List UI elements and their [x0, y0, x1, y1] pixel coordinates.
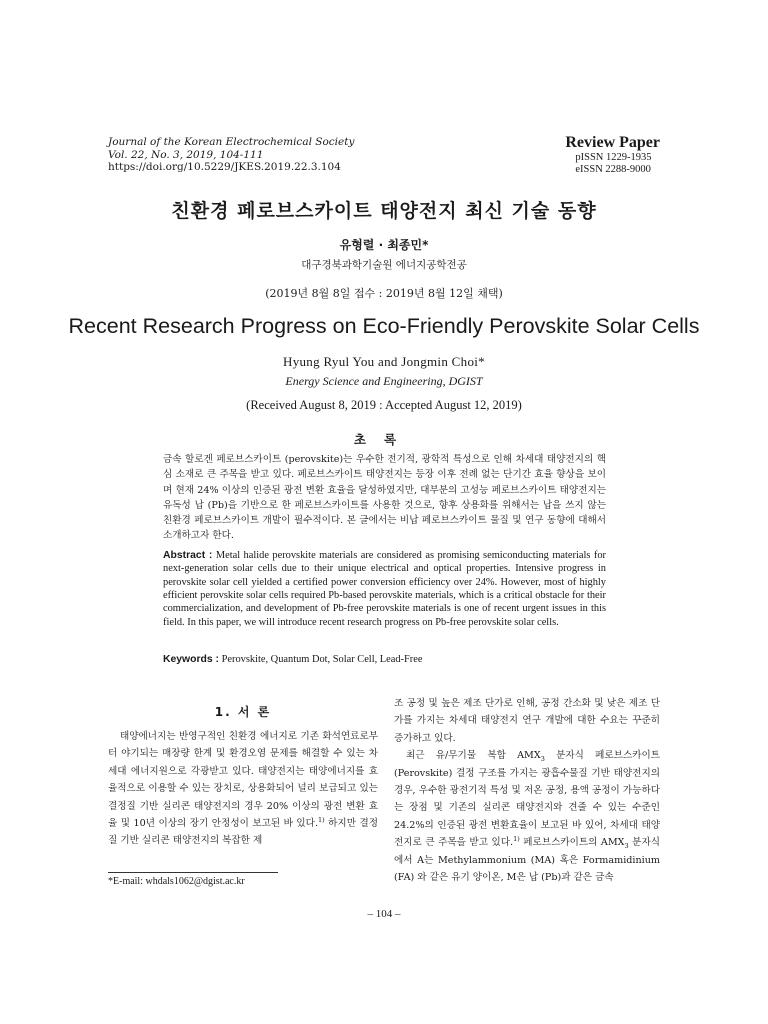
journal-volume: Vol. 22, No. 3, 2019, 104-111 [108, 148, 264, 161]
footnote-email: *E-mail: whdals1062@dgist.ac.kr [108, 876, 245, 887]
abstract-label: Abstract : [163, 550, 213, 561]
korean-affiliation: 대구경북과학기술원 에너지공학전공 [301, 259, 467, 271]
korean-abstract: 금속 할로겐 페로브스카이트 (perovskite)는 우수한 전기적, 광학적 특성으로 인해 차세대 태양전지의 핵심 소재로 큰 주목을 받고 있다. 페로브스카이트 태양전지는 등장 이후 전례 없는 단기간 효율 향상을 보이며 현재 24% 이상의 인증된 광전 변환 효율을 달성하였지만, 대부분의 고성능 페로브스카이트 태양전지는 유독성 납 (Pb)을 기반으로 한 페로브스카이트를 사용한 것으로, 향후 상용화를 위해서는 납을 쓰지 않는 친환경 페로브스카이트 개발이 필수적이다. 본 글에서는 비납 페로브스카이트 물질 및 연구 동향에 대해서 소개하고자 한다. [163, 454, 606, 542]
pissn: pISSN 1229-1935 [575, 152, 652, 163]
korean-dates: (2019년 8월 8일 접수 : 2019년 8월 12일 채택) [265, 287, 503, 300]
citation-ref[interactable]: 1) [513, 835, 520, 844]
citation-ref[interactable]: 1) [318, 815, 325, 824]
english-title: Recent Research Progress on Eco-Friendly Perovskite Solar Cells [68, 314, 700, 338]
journal-info [108, 136, 354, 174]
keywords [163, 654, 606, 665]
footnote-rule [108, 872, 278, 873]
english-abstract [163, 549, 606, 629]
paper-type-block [565, 134, 660, 175]
english-dates: (Received August 8, 2019 : Accepted August 12, 2019) [246, 398, 522, 412]
paragraph: 태양에너지는 반영구적인 친환경 에너지로 기존 화석연료로부터 야기되는 매장량 한계 및 환경오염 문제를 해결할 수 있는 차세대 에너지원으로 각광받고 있다. 태양전지는 태양에너지를 효율적으로 이용할 수 있는 장치로, 상용화되어 널리 보급되고 있는 결정질 기반 실리콘 태양전지의 경우 20% 이상의 광전 변환 효율 및 10년 이상의 장기 안정성이 보고된 바 있다.$^{1)}$ 하지만 결정질 기반 실리콘 태양전지의 복잡한 제 [108, 731, 378, 847]
doi-link[interactable]: https://doi.org/10.5229/JKES.2019.22.3.104 [108, 161, 341, 173]
body-column-right [394, 695, 660, 886]
paper-type: Review Paper [565, 134, 660, 151]
paragraph: 최근 유/무기물 복합 $AMX_3$ 분자식 페로브스카이트 (Perovskite) 결정 구조를 가지는 광흡수물질 기반 태양전지의 경우, 우수한 광전기적 특성 및 저온 공정, 용액 공정이 가능하다는 장점 및 기존의 실리콘 태양전지와 견줄 수 있는 수준인 24.2%의 인증된 광전 변환효율이 보고된 바 있어, 차세대 태양전지로 큰 주목을 받고 있다.$^{1)}$ 페로브스카이트의 $AMX_3$ 분자식에서 A는 Methylammonium (MA) 혹은 Formamidinium (FA) 와 같은 유기 양이온, M은 납 (Pb)과 같은 금속 [394, 750, 660, 884]
keywords-label: Keywords : [163, 654, 220, 665]
section-heading-introduction: 1. 서 론 [214, 705, 272, 719]
korean-abstract-heading: 초록 [353, 432, 415, 447]
keywords-text: Perovskite, Quantum Dot, Solar Cell, Lead-Free [221, 654, 423, 665]
korean-authors: 유형렬 · 최종민* [339, 238, 429, 252]
korean-title: 친환경 페로브스카이트 태양전지 최신 기술 동향 [171, 200, 597, 222]
journal-name: Journal of the Korean Electrochemical Society [108, 136, 355, 148]
paragraph: 조 공정 및 높은 제조 단가로 인해, 공정 간소화 및 낮은 제조 단가를 가지는 차세대 태양전지 연구 개발에 대한 수요는 꾸준히 증가하고 있다. [394, 698, 660, 744]
eissn: eISSN 2288-9000 [575, 163, 651, 175]
abstract-text: Metal halide perovskite materials are considered as promising semiconducting materials for next-generation solar cells due to their unique electrical and optical properties. Intensive progress in perovskite solar cell yielded a certified power conversion efficiency over 24%. However, most of highly efficient perovskite solar cells required Pb-based perovskite materials, which is a critical obstacle for their commercialization, and development of Pb-free perovskite materials is one of recent urgent issues in this field. In this paper, we will introduce recent research progress on Pb-free perovskite solar cells. [163, 550, 606, 628]
english-affiliation: Energy Science and Engineering, DGIST [285, 374, 483, 388]
body-column-left [108, 728, 378, 850]
page-number: – 104 – [367, 908, 401, 920]
english-authors: Hyung Ryul You and Jongmin Choi* [283, 354, 485, 369]
